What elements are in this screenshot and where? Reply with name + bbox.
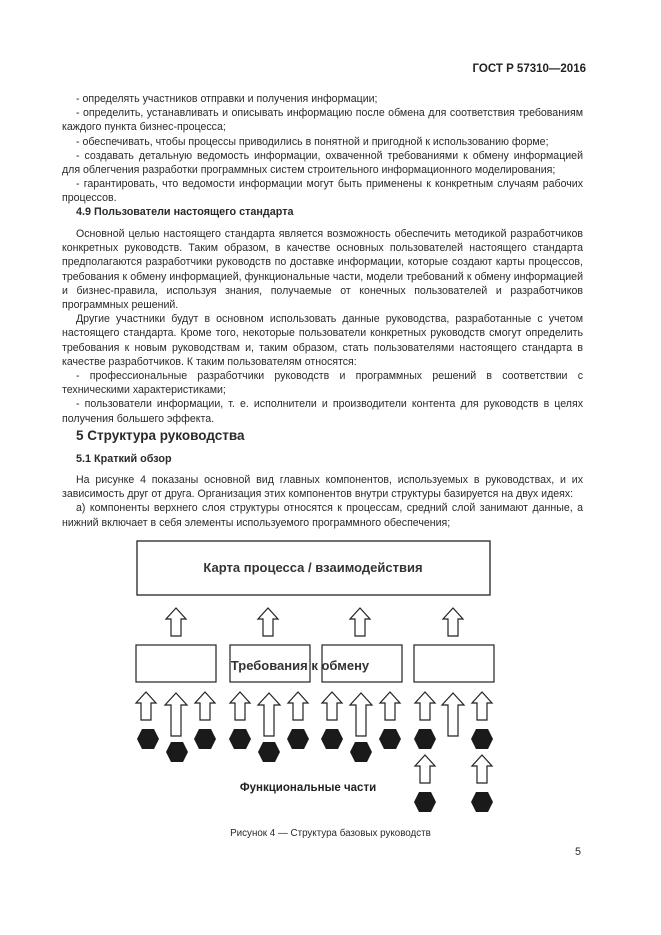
up-arrow-icon (350, 693, 372, 736)
list-item: - обеспечивать, чтобы процессы приводились в понятной и пригодной к использованию форме; (76, 135, 549, 148)
up-arrow-icon (258, 608, 278, 636)
section-4-9-body (62, 227, 583, 426)
up-arrow-icon (380, 692, 400, 720)
exchange-requirements-box (414, 645, 494, 682)
hexagon-icon (350, 742, 372, 762)
figure-caption: Рисунок 4 — Структура базовых руководств (230, 828, 431, 839)
hexagon-icon (166, 742, 188, 762)
up-arrow-icon (136, 692, 156, 720)
list-item: - гарантировать, что ведомости информации могут быть применены к конкретным случаям рабочих процессов. (62, 178, 583, 205)
list-item: а) компоненты верхнего слоя структуры относятся к процессам, средний слой занимают данные, а нижний включает в себя элементы используемого программного обеспечения; (62, 502, 583, 529)
top-list (62, 92, 583, 206)
hexagon-icon (194, 729, 216, 749)
paragraph: На рисунке 4 показаны основной вид главных компонентов, используемых в руководствах, и их зависимость друг от друга. Организация этих компонентов внутри структуры базируется на двух идеях: (62, 474, 583, 501)
list-item: - профессиональные разработчики руководств и программных решений в соответствии с техническими характеристиками; (62, 370, 583, 397)
up-arrow-icon (415, 692, 435, 720)
up-arrow-icon (230, 692, 250, 720)
section-5-heading: 5 Структура руководства (76, 428, 245, 443)
functional-parts-label: Функциональные части (239, 782, 377, 794)
hexagon-icon (471, 729, 493, 749)
paragraph: Основной целью настоящего стандарта является возможность обеспечить методикой разработчиков конкретных руководств. Таким образом, в качестве основных пользователей настоящего стандарта предполагаются разработчики руководств по доставке информации, которые создают карты процессов, требования к обмену информацией, функциональные части, модели требований к обмену информацией и бизнес-правила, используя знания, получаемые от конечных пользователей и разработчиков программных решений. (62, 228, 583, 312)
hexagon-icon (471, 792, 493, 812)
up-arrow-icon (195, 692, 215, 720)
section-5-1-body (62, 473, 583, 530)
up-arrow-icon (472, 755, 492, 783)
list-item: - пользователи информации, т. е. исполнители и производители контента для руководств в целях получения большего эффекта. (62, 398, 583, 425)
up-arrow-icon (442, 693, 464, 736)
up-arrow-icon (258, 693, 280, 736)
hexagon-icon (137, 729, 159, 749)
hexagon-icon (379, 729, 401, 749)
hexagon-icon (229, 729, 251, 749)
up-arrow-icon (166, 608, 186, 636)
up-arrow-icon (415, 755, 435, 783)
process-map-label: Карта процесса / взаимодействия (203, 560, 423, 575)
up-arrow-icon (288, 692, 308, 720)
hexagon-icon (287, 729, 309, 749)
section-5-1-heading: 5.1 Краткий обзор (76, 453, 172, 465)
list-item: - определять участников отправки и получения информации; (76, 93, 378, 105)
exchange-requirements-box (136, 645, 216, 682)
hexagon-icon (414, 792, 436, 812)
list-item: - создавать детальную ведомость информации, охваченной требованиями к обмену информацией для облегчения разработки программных систем строительного информационного моделирования; (62, 149, 583, 177)
hexagon-icon (321, 729, 343, 749)
up-arrow-icon (350, 608, 370, 636)
hexagon-icon (414, 729, 436, 749)
standard-number: ГОСТ Р 57310—2016 (472, 63, 586, 75)
paragraph: Другие участники будут в основном использовать данные руководства, разработанные с учетом настоящего стандарта. Кроме того, некоторые пользователи конкретных руководств смогут определить требования к новым руководствам и, таким образом, стать пользователями настоящего стандарта в качестве разработчиков. К таким пользователям относятся: (62, 313, 583, 368)
page-number: 5 (574, 846, 581, 858)
hexagon-icon (258, 742, 280, 762)
section-4-9-heading: 4.9 Пользователи настоящего стандарта (76, 206, 294, 218)
up-arrow-icon (165, 693, 187, 736)
list-item: - определить, устанавливать и описывать информацию после обмена для соответствия требованиям каждого пункта бизнес-процесса; (62, 107, 583, 134)
exchange-requirements-label: Требования к обмену (230, 658, 370, 673)
up-arrow-icon (322, 692, 342, 720)
up-arrow-icon (472, 692, 492, 720)
functional-parts (137, 729, 493, 812)
up-arrow-icon (443, 608, 463, 636)
